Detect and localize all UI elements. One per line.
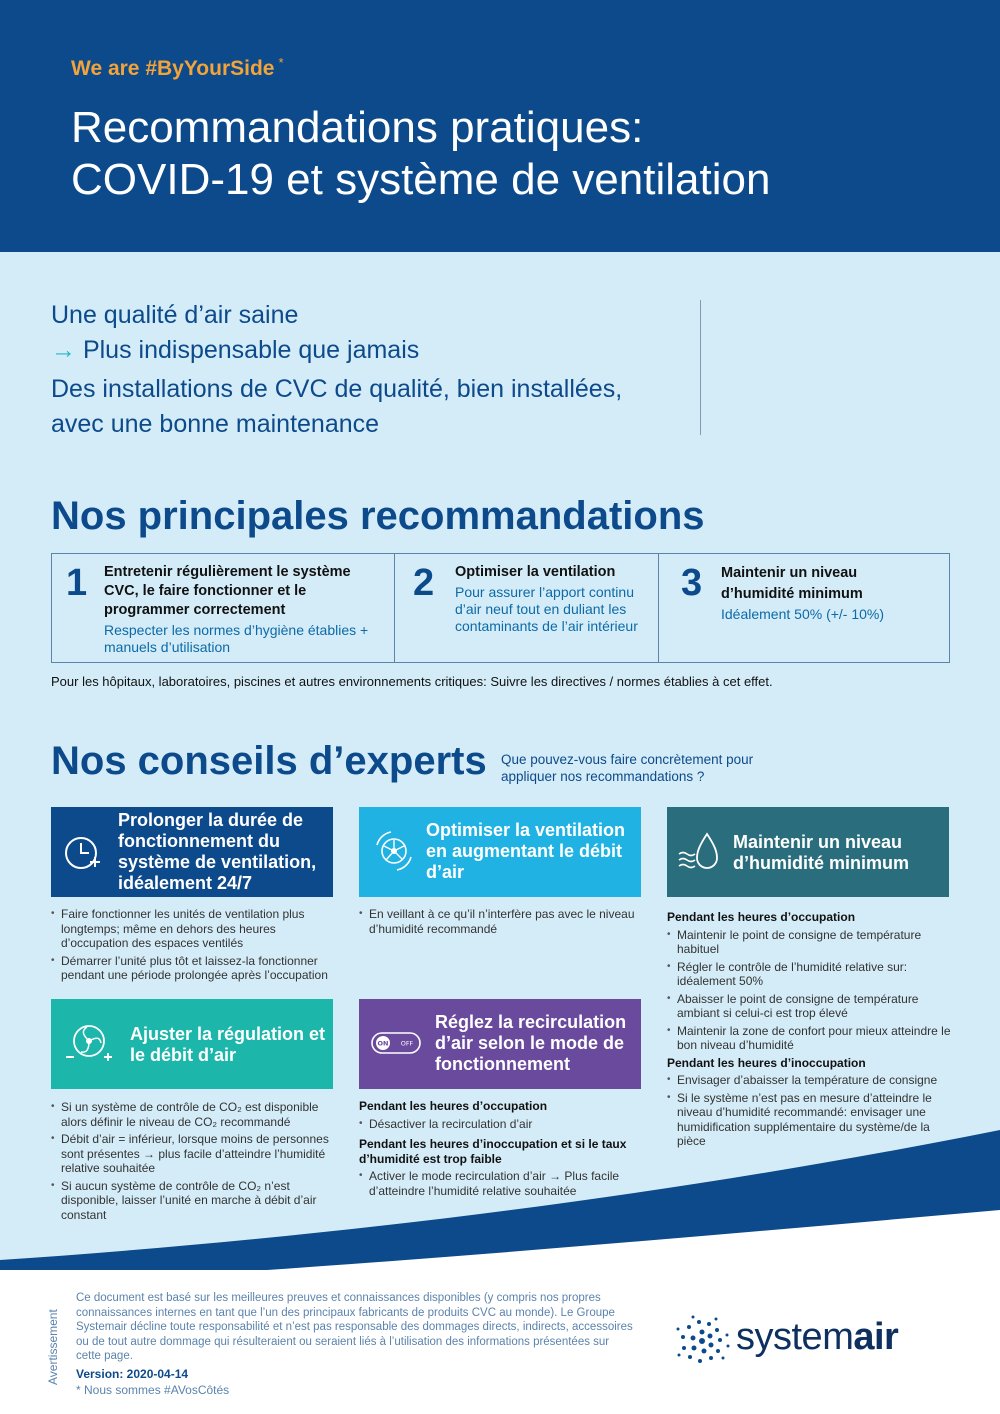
version-text: Version: 2020-04-14 (76, 1367, 189, 1381)
experts-question: Que pouvez-vous faire concrètement pour appliquer nos recommandations ? (501, 752, 754, 784)
list-item: • Activer le mode recirculation d’air → Plus facile d’atteindre l’humidité relative souhaitée (359, 1169, 641, 1198)
list-item: • Faire fonctionner les unités de ventilation plus longtemps; même en dehors des heures d’occupation des espaces ventilés (51, 907, 333, 951)
on-off-switch-icon (371, 1032, 421, 1059)
list-item: • Débit d’air = inférieur, lorsque moins de personnes sont présentes → plus facile d’atteindre l’humidité relative souhaitée (51, 1132, 333, 1176)
card-regulation: Ajuster la régulation et le débit d’air (51, 999, 333, 1089)
list-item: • En veillant à ce qu’il n’interfère pas avec le niveau d’humidité recommandé (359, 907, 641, 936)
list-item: • Démarrer l’unité plus tôt et laissez-la fonctionner pendant une période prolongée après l’occupation (51, 954, 333, 983)
intro-block: Une qualité d’air saine → Plus indispensable que jamais Des installations de CVC de qualité, bien installées, avec une bonne maintenance (51, 301, 623, 438)
disclaimer-label: Avertissement (46, 1309, 60, 1385)
recommendation-1: 1 Entretenir régulièrement le système CVC, le faire fonctionner et le programmer correctement Respecter les normes d’hygiène établies + manuels d’utilisation (52, 554, 395, 662)
list-recirculation: Pendant les heures d’occupation • Désactiver la recirculation d’air Pendant les heures d’inoccupation et si le taux d’humidité est trop faible • Activer le mode recirculation d’air → Plus facile d’atteindre l’humidité relative souhaitée (359, 1097, 641, 1201)
card-prolonger: Prolonger la durée de fonctionnement du système de ventilation, idéalement 24/7 (51, 807, 333, 897)
list-item: • Si aucun système de contrôle de CO₂ n’est disponible, laisser l’unité en marche à débit d’air constant (51, 1179, 333, 1223)
card-humidite: Maintenir un niveau d’humidité minimum (667, 807, 949, 897)
recommendation-3: 3 Maintenir un niveau d’humidité minimum Idéalement 50% (+/- 10%) (681, 562, 885, 622)
clock-plus-icon (61, 831, 105, 880)
switch-on-label: ON (377, 1039, 389, 1048)
arrow-right-icon: → (51, 336, 76, 364)
systemair-logo-icon (676, 1315, 736, 1367)
list-optimiser (359, 907, 641, 939)
fan-refresh-icon (371, 827, 417, 878)
fan-plus-minus-icon (63, 1021, 115, 1072)
header-banner (0, 0, 1000, 252)
list-item: • Régler le contrôle de l’humidité relative sur: idéalement 50% (667, 960, 957, 989)
footnote-text: * Nous sommes #AVosCôtés (76, 1383, 230, 1397)
list-humidite: Pendant les heures d’occupation • Maintenir le point de consigne de température habituel • Régler le contrôle de l’humidité relative sur: idéalement 50% • Abaisser le point de consigne de température ambiant si celui-ci est trop élevé • Maintenir la zone de confort pour mieux atteindre le bon niveau d’humidité Pendant les heures d’inoccupation • Envisager d’abaisser la température de consigne • Si le système n’est pas en mesure d’atteindre le niveau d’humidité recommandé: envisager une humidification supplémentaire du système/de la pièce (667, 908, 957, 1152)
list-item: • Maintenir la zone de confort pour mieux atteindre le bon niveau d’humidité (667, 1024, 957, 1053)
systemair-logo-text: systemair (736, 1316, 899, 1358)
list-prolonger (51, 907, 333, 986)
list-item: • Maintenir le point de consigne de température habituel (667, 928, 957, 957)
tagline: We are #ByYourSide * (71, 55, 284, 80)
critical-note: Pour les hôpitaux, laboratoires, piscines et autres environnements critiques: Suivre les directives / normes établies à cet effet. (51, 674, 773, 689)
list-item: • Désactiver la recirculation d’air (359, 1117, 641, 1132)
card-recirculation: ON OFF Réglez la recirculation d’air selon le mode de fonctionnement (359, 999, 641, 1089)
list-item: • Si le système n’est pas en mesure d’atteindre le niveau d’humidité recommandé: envisager une humidification supplémentaire du système/de la pièce (667, 1091, 957, 1149)
water-drop-icon (677, 830, 725, 879)
list-item: • Abaisser le point de consigne de température ambiant si celui-ci est trop élevé (667, 992, 957, 1021)
experts-heading: Nos conseils d’experts (51, 739, 487, 783)
recommendations-box (51, 553, 950, 663)
recommendations-heading: Nos principales recommandations (51, 494, 705, 538)
disclaimer-text: Ce document est basé sur les meilleures preuves et connaissances disponibles (y compris nos propres connaissances internes en tant que l’un des principaux fabricants de produits CVC au monde). Le Groupe Systemair décline toute responsabilité et n’est pas responsable des dommages directs, indirects, accessoires ou de tout autre dommage qui résulteraient ou seraient liés à l’utilisation des informations présentées sur cette page. (76, 1292, 633, 1362)
list-item: • Si un système de contrôle de CO₂ est disponible alors définir le niveau de CO₂ recommandé (51, 1100, 333, 1129)
intro-divider (700, 300, 701, 435)
page-title: Recommandations pratiques: COVID-19 et système de ventilation (71, 103, 771, 204)
card-optimiser: Optimiser la ventilation en augmentant le débit d’air (359, 807, 641, 897)
switch-off-label: OFF (400, 1039, 414, 1048)
recommendation-2: 2 Optimiser la ventilation Pour assurer l’apport continu d’air neuf tout en duliant les contaminants de l’air intérieur (395, 554, 659, 662)
list-item: • Envisager d’abaisser la température de consigne (667, 1073, 957, 1088)
